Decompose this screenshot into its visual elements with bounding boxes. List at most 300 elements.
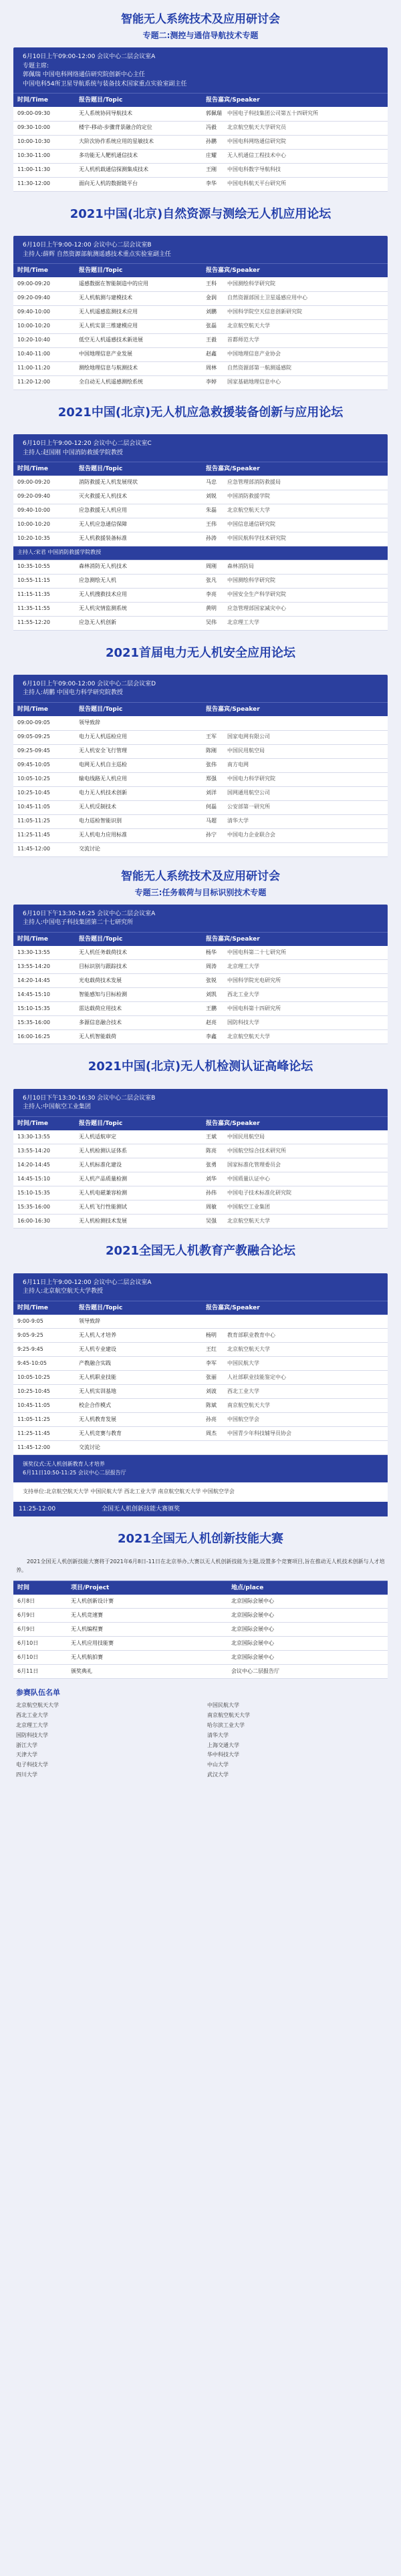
- row-time: 10:00-10:20: [13, 319, 75, 333]
- table-row: [13, 1030, 388, 1044]
- row-speaker: 赵鑫 中国地理信息产业协会: [202, 347, 388, 361]
- table-row: [13, 347, 388, 361]
- row-speaker: 周刚 森林消防局: [202, 560, 388, 574]
- list-item: 中国民航大学: [207, 1702, 239, 1709]
- row-speaker: 刘洋 国网通用航空公司: [202, 786, 388, 800]
- row-speaker: 张凡 中国测绘科学研究院: [202, 574, 388, 588]
- row-time: 11:45-12:00: [13, 842, 75, 856]
- row-speaker: 马超 清华大学: [202, 814, 388, 828]
- row-speaker: 张丽 人社部职业技能鉴定中心: [202, 1371, 388, 1385]
- row-time: 13:30-13:55: [13, 946, 75, 960]
- table-row: [13, 960, 388, 974]
- row-speaker: 黄明 应急管理部国家减灾中心: [202, 602, 388, 616]
- row-time: 11:00-11:30: [13, 163, 75, 177]
- row-time: 9:05-9:25: [13, 1329, 75, 1343]
- row-time: 14:20-14:45: [13, 1158, 75, 1172]
- row-speaker: 王军 国家电网有限公司: [202, 730, 388, 744]
- row-time: 11:30-12:00: [13, 177, 75, 191]
- table-row: [13, 1665, 388, 1679]
- row-speaker: 何磊 公安部第一研究所: [202, 800, 388, 814]
- row-topic: 测绘地理信息与航测技术: [75, 361, 202, 375]
- section-4-table: 时间/Time 报告题目/Topic 报告嘉宾/Speaker 09:00-09:05 领导致辞 09:05-09:25 电力无人机巡检应用 王军 国家电网有限公司 09:25-09:45 无人机安全飞行管理 陈刚 中国民用航空局 09:45-10:05 电网无人机自主巡检 张伟 南方电网 10:05-10:25 输电线路无人机应用 郑强 中国电力科学研究院 10:25-10:45 电力无人机技术创新 刘洋 国网通用航空公司 10:45-11:05 无人机反制技术 何磊 公安部第一研究所 11:05-11:25 电力巡检智能识别 马超 清华大学 11:25-11:45 无人机电力应用标准 孙宁 中国电力企业联合会 11:45-12:00 交流讨论: [13, 702, 388, 857]
- row-topic: 无人机专业建设: [75, 1343, 202, 1357]
- row-speaker: 陈刚 中国民用航空局: [202, 744, 388, 758]
- row-speaker: 刘华 中国质量认证中心: [202, 1172, 388, 1186]
- row-topic: 电网无人机自主巡检: [75, 758, 202, 772]
- row-speaker: 周杰 中国青少年科技辅导员协会: [202, 1427, 388, 1441]
- table-row: [13, 490, 388, 504]
- row-topic: 无人机检测技术发展: [75, 1215, 202, 1229]
- row-topic: 应急无人机创新: [75, 616, 202, 630]
- moderator-row: 主持人:宋君 中国消防救援学院教授: [13, 546, 388, 560]
- participants-list: [13, 1698, 388, 1782]
- row-date: 6月10日: [13, 1651, 67, 1665]
- row-time: 14:45-15:10: [13, 1172, 75, 1186]
- row-topic: 无人机救援装备标准: [75, 532, 202, 546]
- row-topic: 无人机职业技能: [75, 1371, 202, 1385]
- row-time: 09:45-10:05: [13, 758, 75, 772]
- row-speaker: [202, 842, 388, 856]
- section-7-note: 颁奖仪式:无人机创新教育人才培养 6月11日10:50-11:25 会议中心二层报告厅: [13, 1455, 388, 1482]
- row-speaker: 李鑫 北京航空航天大学: [202, 1030, 388, 1044]
- row-time: 15:35-16:00: [13, 1200, 75, 1215]
- row-speaker: 王斌 中国民用航空局: [202, 1130, 388, 1144]
- section-4-card: 6月10日上午09:00-12:00 会议中心二层会议室D 主持人:胡鹏 中国电力科学研究院教授 时间/Time 报告题目/Topic 报告嘉宾/Speaker 09:00-09:05 领导致辞 09:05-09:25 电力无人机巡检应用 王军 国家电网有限公司 09:25-09:45 无人机安全飞行管理 陈刚 中国民用航空局 09:45-10:05 电网无人机自主巡检 张伟 南方电网 10:05-10:25 输电线路无人机应用 郑强 中国电力科学研究院 10:25-10:45 电力无人机技术创新 刘洋 国网通用航空公司 10:45-11:05 无人机反制技术 何磊 公安部第一研究所 11:05-11:25 电力巡检智能识别 马超 清华大学 11:25-11:45 无人机电力应用标准 孙宁 中国电力企业联合会 11:45-12:00 交流讨论: [13, 675, 388, 857]
- row-time: 9:25-9:45: [13, 1343, 75, 1357]
- row-topic: 无人机产品质量检测: [75, 1172, 202, 1186]
- row-topic: 无人机实训基地: [75, 1385, 202, 1399]
- table-row: [13, 988, 388, 1002]
- row-speaker: 朱磊 北京航空航天大学: [202, 504, 388, 518]
- row-speaker: 孙宁 中国电力企业联合会: [202, 828, 388, 842]
- row-topic: 目标识别与跟踪技术: [75, 960, 202, 974]
- row-speaker: 孙伟 中国电子技术标准化研究院: [202, 1186, 388, 1200]
- section-1: [13, 0, 388, 192]
- row-topic: 雷达载荷应用技术: [75, 1002, 202, 1016]
- row-topic: 无人机竞赛与教育: [75, 1427, 202, 1441]
- row-time: 10:55-11:15: [13, 574, 75, 588]
- row-time: 09:00-09:20: [13, 476, 75, 490]
- list-item: 中山大学: [207, 1762, 229, 1768]
- table-row: [13, 532, 388, 546]
- row-speaker: 张磊 北京航空航天大学: [202, 319, 388, 333]
- row-speaker: 周涛 北京理工大学: [202, 960, 388, 974]
- row-time: 14:20-14:45: [13, 974, 75, 988]
- row-time: 15:10-15:35: [13, 1002, 75, 1016]
- row-topic: 无人机飞行性能测试: [75, 1200, 202, 1215]
- row-time: 10:45-11:05: [13, 1399, 75, 1413]
- section-5-card: 6月10日下午13:30-16:25 会议中心二层会议室A 主持人:中国电子科技集团第二十七研究所 时间/Time 报告题目/Topic 报告嘉宾/Speaker 13:30-13:55 无人机任务载荷技术 杨华 中国电科第二十七研究所 13:55-14:20 目标识别与跟踪技术 周涛 北京理工大学 14:20-14:45 光电载荷技术发展 张锐 中国科学院光电研究所 14:45-15:10 智能感知与目标检测 刘凯 西北工业大学 15:10-15:35 雷达载荷应用技术 王鹏 中国电科第十四研究所 15:35-16:00 多源信息融合技术 赵亮 国防科技大学 16:00-16:25 无人机智能载荷 李鑫 北京航空航天大学: [13, 905, 388, 1045]
- row-time: 10:00-10:30: [13, 135, 75, 149]
- row-time: 09:00-09:20: [13, 277, 75, 291]
- table-row: [13, 291, 388, 305]
- row-speaker: 冯毅 北京航空航天大学研究员: [202, 121, 388, 135]
- row-place: 北京国际会展中心: [227, 1651, 388, 1665]
- section-2: [13, 192, 388, 390]
- table-row: [13, 772, 388, 786]
- table-row: [13, 1427, 388, 1441]
- row-topic: 无人机智能载荷: [75, 1030, 202, 1044]
- row-speaker: 赵亮 国防科技大学: [202, 1016, 388, 1030]
- row-speaker: 刘波 西北工业大学: [202, 1385, 388, 1399]
- table-row: [13, 333, 388, 347]
- section-4-title: 2021首届电力无人机安全应用论坛: [105, 645, 296, 660]
- list-item: 电子科技大学: [16, 1762, 48, 1768]
- row-project: 无人机编程赛: [67, 1623, 227, 1637]
- section-7: [13, 1229, 388, 1516]
- table-row: [13, 305, 388, 319]
- table-row: [13, 1637, 388, 1651]
- row-time: 16:00-16:25: [13, 1030, 75, 1044]
- section-4: [13, 631, 388, 857]
- list-item: 武汉大学: [207, 1771, 229, 1778]
- row-speaker: [202, 1441, 388, 1455]
- table-row: [13, 1002, 388, 1016]
- row-speaker: 李婷 国家基础地理信息中心: [202, 375, 388, 389]
- row-time: 13:55-14:20: [13, 1144, 75, 1158]
- row-topic: 低空无人机遥感技术新进展: [75, 333, 202, 347]
- row-time: 09:00-09:30: [13, 107, 75, 121]
- row-speaker: 周林 自然资源部第一航测遥感院: [202, 361, 388, 375]
- row-place: 北京国际会展中心: [227, 1637, 388, 1651]
- row-project: 无人机创新设计赛: [67, 1595, 227, 1609]
- table-row: [13, 602, 388, 616]
- list-item: 清华大学: [207, 1732, 229, 1738]
- row-time: 10:30-11:00: [13, 149, 75, 163]
- row-speaker: 李军 中国民航大学: [202, 1357, 388, 1371]
- row-time: 10:05-10:25: [13, 1371, 75, 1385]
- section-7-title: 2021全国无人机教育产教融合论坛: [105, 1244, 296, 1259]
- table-row: [13, 1315, 388, 1329]
- row-topic: 多源信息融合技术: [75, 1016, 202, 1030]
- row-speaker: 孙亮 中国航空学会: [202, 1413, 388, 1427]
- row-time: 09:05-09:25: [13, 730, 75, 744]
- row-time: 09:20-09:40: [13, 490, 75, 504]
- row-speaker: 张锐 中国科学院光电研究所: [202, 974, 388, 988]
- section-1-info: 6月10日上午09:00-12:00 会议中心二层会议室A 专题主席: 郭佩瑞 中国电科网络通信研究院创新中心主任 中国电科54所卫星导航系统与装备技术国家重点实验室副主任: [23, 53, 187, 88]
- row-date: 6月10日: [13, 1637, 67, 1651]
- row-topic: 无人机任务载荷技术: [75, 946, 202, 960]
- table-row: [13, 560, 388, 574]
- section-6-title: 2021中国(北京)无人机检测认证高峰论坛: [88, 1060, 313, 1074]
- section-3-table: 时间/Time 报告题目/Topic 报告嘉宾/Speaker 09:00-09:20 消防救援无人机发展现状 马忠 应急管理部消防救援局 09:20-09:40 灭火救援无人机技术 刘锐 中国消防救援学院 09:40-10:00 应急救援无人机应用 朱磊 北京航空航天大学 10:00-10:20 无人机应急通信保障 王伟 中国信息通信研究院 10:20-10:35 无人机救援装备标准 孙涛 中国民航科学技术研究院 主持人:宋君 中国消防救援学院教授 10:35-10:55 森林消防无人机技术 周刚 森林消防局 10:55-11:15 应急测绘无人机 张凡 中国测绘科学研究院 11:15-11:35 无人机搜救技术应用 李亮 中国安全生产科学研究院 11:35-11:55 无人机灾情监测系统 黄明 应急管理部国家减灾中心 11:55-12:20 应急无人机创新 吴伟 北京理工大学: [13, 462, 388, 631]
- row-topic: 无人机应急通信保障: [75, 518, 202, 532]
- row-time: 11:35-11:55: [13, 602, 75, 616]
- row-topic: 光电载荷技术发展: [75, 974, 202, 988]
- row-topic: 多功能无人靶机通信技术: [75, 149, 202, 163]
- row-time: 11:00-11:20: [13, 361, 75, 375]
- table-row: [13, 1609, 388, 1623]
- row-speaker: [202, 1315, 388, 1329]
- row-speaker: [202, 716, 388, 730]
- row-place: 北京国际会展中心: [227, 1595, 388, 1609]
- list-item: 华中科技大学: [207, 1752, 239, 1758]
- row-date: 6月9日: [13, 1609, 67, 1623]
- row-topic: 大阶次协作系统应用的星敏技术: [75, 135, 202, 149]
- row-topic: 无人机适航审定: [75, 1130, 202, 1144]
- row-speaker: 吴伟 北京理工大学: [202, 616, 388, 630]
- row-project: 无人机竞速赛: [67, 1609, 227, 1623]
- table-row: [13, 800, 388, 814]
- row-topic: 消防救援无人机发展现状: [75, 476, 202, 490]
- table-row: [13, 1343, 388, 1357]
- row-topic: 校企合作模式: [75, 1399, 202, 1413]
- section-8-intro: 2021全国无人机创新技能大赛将于2021年6月8日-11日在北京举办,大赛以无人机创新技能为主题,设置多个竞赛项目,旨在推动无人机技术创新与人才培养。: [16, 1559, 385, 1574]
- table-row: [13, 730, 388, 744]
- table-row: [13, 1385, 388, 1399]
- table-row: [13, 744, 388, 758]
- table-row: [13, 716, 388, 730]
- row-date: 6月11日: [13, 1665, 67, 1679]
- row-speaker: 王毅 首都师范大学: [202, 333, 388, 347]
- row-time: 09:40-10:00: [13, 504, 75, 518]
- row-project: 无人机应用技能赛: [67, 1637, 227, 1651]
- row-speaker: 李华 中国电科航天平台研究所: [202, 177, 388, 191]
- table-row: [13, 616, 388, 630]
- row-time: 10:40-11:00: [13, 347, 75, 361]
- table-row: [13, 135, 388, 149]
- table-row: [13, 1215, 388, 1229]
- row-topic: 无人机灾情监测系统: [75, 602, 202, 616]
- table-row: [13, 121, 388, 135]
- section-8: [13, 1516, 388, 1783]
- table-row: [13, 828, 388, 842]
- list-item: 四川大学: [16, 1771, 37, 1778]
- table-row: [13, 361, 388, 375]
- row-speaker: 陈亮 中国航空综合技术研究所: [202, 1144, 388, 1158]
- row-time: 11:55-12:20: [13, 616, 75, 630]
- row-speaker: 王刚 中国电科数字导航科技: [202, 163, 388, 177]
- row-topic: 领导致辞: [75, 1315, 202, 1329]
- section-5-table: 时间/Time 报告题目/Topic 报告嘉宾/Speaker 13:30-13:55 无人机任务载荷技术 杨华 中国电科第二十七研究所 13:55-14:20 目标识别与跟踪技术 周涛 北京理工大学 14:20-14:45 光电载荷技术发展 张锐 中国科学院光电研究所 14:45-15:10 智能感知与目标检测 刘凯 西北工业大学 15:10-15:35 雷达载荷应用技术 王鹏 中国电科第十四研究所 15:35-16:00 多源信息融合技术 赵亮 国防科技大学 16:00-16:25 无人机智能载荷 李鑫 北京航空航天大学: [13, 932, 388, 1045]
- section-6-table: 时间/Time 报告题目/Topic 报告嘉宾/Speaker 13:30-13:55 无人机适航审定 王斌 中国民用航空局 13:55-14:20 无人机检测认证体系 陈亮 中国航空综合技术研究所 14:20-14:45 无人机标准化建设 张勇 国家标准化管理委员会 14:45-15:10 无人机产品质量检测 刘华 中国质量认证中心 15:10-15:35 无人机电磁兼容检测 孙伟 中国电子技术标准化研究院 15:35-16:00 无人机飞行性能测试 周敏 中国航空工业集团 16:00-16:30 无人机检测技术发展 吴强 北京航空航天大学: [13, 1116, 388, 1229]
- row-date: 6月9日: [13, 1623, 67, 1637]
- list-item: 哈尔滨工业大学: [207, 1722, 245, 1728]
- row-topic: 无人机机载通信探测集成技术: [75, 163, 202, 177]
- table-row: [13, 1399, 388, 1413]
- row-topic: 应急救援无人机应用: [75, 504, 202, 518]
- row-time: 10:45-11:05: [13, 800, 75, 814]
- row-topic: 无人机电力应用标准: [75, 828, 202, 842]
- row-time: 11:45-12:00: [13, 1441, 75, 1455]
- row-time: 11:25-11:45: [13, 828, 75, 842]
- row-topic: 产教融合实践: [75, 1357, 202, 1371]
- table-row: [13, 574, 388, 588]
- row-speaker: 张伟 南方电网: [202, 758, 388, 772]
- section-3-card: 6月10日上午9:00-12:20 会议中心二层会议室C 主持人:赵国刚 中国消防救援学院教授 时间/Time 报告题目/Topic 报告嘉宾/Speaker 09:00-09:20 消防救援无人机发展现状 马忠 应急管理部消防救援局 09:20-09:40 灭火救援无人机技术 刘锐 中国消防救援学院 09:40-10:00 应急救援无人机应用 朱磊 北京航空航天大学 10:00-10:20 无人机应急通信保障 王伟 中国信息通信研究院 10:20-10:35 无人机救援装备标准 孙涛 中国民航科学技术研究院 主持人:宋君 中国消防救援学院教授 10:35-10:55 森林消防无人机技术 周刚 森林消防局 10:55-11:15 应急测绘无人机 张凡 中国测绘科学研究院 11:15-11:35 无人机搜救技术应用 李亮 中国安全生产科学研究院 11:35-11:55 无人机灾情监测系统 黄明 应急管理部国家减灾中心 11:55-12:20 应急无人机创新 吴伟 北京理工大学: [13, 434, 388, 631]
- table-row: [13, 163, 388, 177]
- row-topic: 无人机电磁兼容检测: [75, 1186, 202, 1200]
- row-time: 11:15-11:35: [13, 588, 75, 602]
- table-row: [13, 504, 388, 518]
- row-topic: 无人机遥感监测技术应用: [75, 305, 202, 319]
- list-item: 上海交通大学: [207, 1742, 239, 1748]
- section-5-title: 智能无人系统技术及应用研讨会: [121, 869, 280, 883]
- section-3: [13, 390, 388, 631]
- table-row: [13, 177, 388, 191]
- table-row: [13, 149, 388, 163]
- row-time: 13:55-14:20: [13, 960, 75, 974]
- table-row: [13, 1651, 388, 1665]
- section-1-subtitle: 专题二:测控与通信导航技术专题: [142, 30, 259, 40]
- row-speaker: 陈斌 南京航空航天大学: [202, 1399, 388, 1413]
- row-topic: 无人机检测认证体系: [75, 1144, 202, 1158]
- row-speaker: 王红 北京航空航天大学: [202, 1343, 388, 1357]
- section-5: [13, 857, 388, 1045]
- row-speaker: 王伟 中国信息通信研究院: [202, 518, 388, 532]
- row-topic: 中国地理信息产业发展: [75, 347, 202, 361]
- row-topic: 电力无人机巡检应用: [75, 730, 202, 744]
- table-row: [13, 946, 388, 960]
- section-8-table: 时间 项目/Project 地点/place 6月8日 无人机创新设计赛 北京国际会展中心 6月9日 无人机竞速赛 北京国际会展中心 6月9日 无人机编程赛 北京国际会展中心 6月10日 无人机应用技能赛 北京国际会展中心 6月10日 无人机航拍赛 北京国际会展中心 6月11日 颁奖典礼 会议中心二层报告厅: [13, 1581, 388, 1679]
- table-row: [13, 1623, 388, 1637]
- table-row: [13, 974, 388, 988]
- row-time: 10:35-10:55: [13, 560, 75, 574]
- row-time: 11:25-11:45: [13, 1427, 75, 1441]
- list-item: 北京理工大学: [16, 1722, 48, 1728]
- table-row: [13, 1413, 388, 1427]
- row-topic: 森林消防无人机技术: [75, 560, 202, 574]
- table-row: [13, 814, 388, 828]
- table-row: [13, 1130, 388, 1144]
- section-6-card: 6月10日下午13:30-16:30 会议中心二层会议室B 主持人:中国航空工业集团 时间/Time 报告题目/Topic 报告嘉宾/Speaker 13:30-13:55 无人机适航审定 王斌 中国民用航空局 13:55-14:20 无人机检测认证体系 陈亮 中国航空综合技术研究所 14:20-14:45 无人机标准化建设 张勇 国家标准化管理委员会 14:45-15:10 无人机产品质量检测 刘华 中国质量认证中心 15:10-15:35 无人机电磁兼容检测 孙伟 中国电子技术标准化研究院 15:35-16:00 无人机飞行性能测试 周敏 中国航空工业集团 16:00-16:30 无人机检测技术发展 吴强 北京航空航天大学: [13, 1089, 388, 1229]
- table-row: [13, 518, 388, 532]
- list-item: 天津大学: [16, 1752, 37, 1758]
- row-topic: 智能感知与目标检测: [75, 988, 202, 1002]
- table-row: [13, 1172, 388, 1186]
- table-row: [13, 1016, 388, 1030]
- row-topic: 交流讨论: [75, 842, 202, 856]
- table-row: [13, 1329, 388, 1343]
- row-speaker: 庄耀 无人机通信工程技术中心: [202, 149, 388, 163]
- row-topic: 领导致辞: [75, 716, 202, 730]
- row-place: 北京国际会展中心: [227, 1609, 388, 1623]
- table-row: [13, 375, 388, 389]
- row-time: 10:00-10:20: [13, 518, 75, 532]
- row-speaker: 刘锐 中国消防救援学院: [202, 490, 388, 504]
- row-topic: 无人机搜救技术应用: [75, 588, 202, 602]
- section-2-table: 时间/Time 报告题目/Topic 报告嘉宾/Speaker 09:00-09:20 遥感数据在智能制造中的应用 王科 中国测绘科学研究院 09:20-09:40 无人机航测与建模技术 金润 自然资源部国土卫星遥感应用中心 09:40-10:00 无人机遥感监测技术应用 刘鹏 中国科学院空天信息创新研究院 10:00-10:20 无人机实景三维建模应用 张磊 北京航空航天大学 10:20-10:40 低空无人机遥感技术新进展 王毅 首都师范大学 10:40-11:00 中国地理信息产业发展 赵鑫 中国地理信息产业协会 11:00-11:20 测绘地理信息与航测技术 周林 自然资源部第一航测遥感院 11:20-12:00 全自动无人机遥感测绘系统 李婷 国家基础地理信息中心: [13, 263, 388, 390]
- table-row: [13, 1158, 388, 1172]
- row-speaker: 金润 自然资源部国土卫星遥感应用中心: [202, 291, 388, 305]
- table-row: [13, 786, 388, 800]
- row-time: 14:45-15:10: [13, 988, 75, 1002]
- row-time: 15:10-15:35: [13, 1186, 75, 1200]
- row-speaker: 周敏 中国航空工业集团: [202, 1200, 388, 1215]
- table-row: [13, 588, 388, 602]
- row-topic: 无人机安全飞行管理: [75, 744, 202, 758]
- table-row: [13, 107, 388, 121]
- row-topic: 无人机教育发展: [75, 1413, 202, 1427]
- table-row: [13, 1200, 388, 1215]
- list-item: 国防科技大学: [16, 1732, 48, 1738]
- row-topic: 楼宇-移动-步骤背景融合的定位: [75, 121, 202, 135]
- table-row: [13, 1144, 388, 1158]
- section-7-card: 6月11日上午9:00-12:00 会议中心二层会议室A 主持人:北京航空航天大学教授 时间/Time 报告题目/Topic 报告嘉宾/Speaker 9:00-9:05 领导致辞 9:05-9:25 无人机人才培养 杨明 教育部职业教育中心 9:25-9:45 无人机专业建设 王红 北京航空航天大学 9:45-10:05 产教融合实践 李军 中国民航大学 10:05-10:25 无人机职业技能 张丽 人社部职业技能鉴定中心 10:25-10:45 无人机实训基地 刘波 西北工业大学 10:45-11:05 校企合作模式 陈斌 南京航空航天大学 11:05-11:25 无人机教育发展 孙亮 中国航空学会 11:25-11:45 无人机竞赛与教育 周杰 中国青少年科技辅导员协会 11:45-12:00 交流讨论 颁奖仪式:无人机创新教育人才培养 6月11日10:50-11:25 会议中心二层报告厅 支持单位:北京航空航天大学 中国民航大学 西北工业大学 南京航空航天大学 中国航空学会 11:25-12:00 全国无人机创新技能大赛颁奖: [13, 1273, 388, 1516]
- row-speaker: 孙涛 中国民航科学技术研究院: [202, 532, 388, 546]
- row-topic: 电力无人机技术创新: [75, 786, 202, 800]
- section-2-title: 2021中国(北京)自然资源与测绘无人机应用论坛: [70, 206, 331, 221]
- row-topic: 交流讨论: [75, 1441, 202, 1455]
- table-row: [13, 758, 388, 772]
- row-time: 9:45-10:05: [13, 1357, 75, 1371]
- row-topic: 全自动无人机遥感测绘系统: [75, 375, 202, 389]
- row-time: 09:20-09:40: [13, 291, 75, 305]
- row-time: 10:05-10:25: [13, 772, 75, 786]
- section-7-sponsors: 支持单位:北京航空航天大学 中国民航大学 西北工业大学 南京航空航天大学 中国航空学会: [13, 1482, 388, 1502]
- section-1-card: [13, 47, 388, 192]
- row-topic: 灭火救援无人机技术: [75, 490, 202, 504]
- row-speaker: 刘凯 西北工业大学: [202, 988, 388, 1002]
- section-7-table: 时间/Time 报告题目/Topic 报告嘉宾/Speaker 9:00-9:05 领导致辞 9:05-9:25 无人机人才培养 杨明 教育部职业教育中心 9:25-9:45 无人机专业建设 王红 北京航空航天大学 9:45-10:05 产教融合实践 李军 中国民航大学 10:05-10:25 无人机职业技能 张丽 人社部职业技能鉴定中心 10:25-10:45 无人机实训基地 刘波 西北工业大学 10:45-11:05 校企合作模式 陈斌 南京航空航天大学 11:05-11:25 无人机教育发展 孙亮 中国航空学会 11:25-11:45 无人机竞赛与教育 周杰 中国青少年科技辅导员协会 11:45-12:00 交流讨论: [13, 1301, 388, 1456]
- row-topic: 无人系统协同导航技术: [75, 107, 202, 121]
- row-time: 13:30-13:55: [13, 1130, 75, 1144]
- row-topic: 无人机航测与建模技术: [75, 291, 202, 305]
- row-speaker: 孙鹏 中国电科网络通信研究院: [202, 135, 388, 149]
- row-speaker: 杨明 教育部职业教育中心: [202, 1329, 388, 1343]
- section-8-title: 2021全国无人机创新技能大赛: [117, 1531, 284, 1546]
- table-row: [13, 476, 388, 490]
- list-item: 西北工业大学: [16, 1712, 48, 1719]
- row-speaker: 李亮 中国安全生产科学研究院: [202, 588, 388, 602]
- row-date: 6月8日: [13, 1595, 67, 1609]
- row-time: 11:05-11:25: [13, 814, 75, 828]
- row-time: 09:30-10:00: [13, 121, 75, 135]
- section-5-subtitle: 专题三:任务载荷与目标识别技术专题: [134, 887, 267, 897]
- row-topic: 无人机反制技术: [75, 800, 202, 814]
- section-7-banner: 11:25-12:00 全国无人机创新技能大赛颁奖: [13, 1502, 388, 1516]
- row-place: 会议中心二层报告厅: [227, 1665, 388, 1679]
- row-time: 09:00-09:05: [13, 716, 75, 730]
- row-topic: 遥感数据在智能制造中的应用: [75, 277, 202, 291]
- row-speaker: 张勇 国家标准化管理委员会: [202, 1158, 388, 1172]
- table-row: [13, 1441, 388, 1455]
- row-speaker: 王鹏 中国电科第十四研究所: [202, 1002, 388, 1016]
- section-1-title: 智能无人系统技术及应用研讨会: [121, 13, 280, 26]
- row-time: 10:20-10:40: [13, 333, 75, 347]
- table-row: [13, 1595, 388, 1609]
- table-row: [13, 842, 388, 856]
- participants-title: 参赛队伍名单: [16, 1688, 60, 1698]
- row-topic: 输电线路无人机应用: [75, 772, 202, 786]
- table-row: [13, 277, 388, 291]
- list-item: 浙江大学: [16, 1742, 37, 1748]
- section-2-card: 6月10日上午9:00-12:00 会议中心二层会议室B 主持人:薛辉 自然资源部航测遥感技术重点实验室副主任 时间/Time 报告题目/Topic 报告嘉宾/Speaker 09:00-09:20 遥感数据在智能制造中的应用 王科 中国测绘科学研究院 09:20-09:40 无人机航测与建模技术 金润 自然资源部国土卫星遥感应用中心 09:40-10:00 无人机遥感监测技术应用 刘鹏 中国科学院空天信息创新研究院 10:00-10:20 无人机实景三维建模应用 张磊 北京航空航天大学 10:20-10:40 低空无人机遥感技术新进展 王毅 首都师范大学 10:40-11:00 中国地理信息产业发展 赵鑫 中国地理信息产业协会 11:00-11:20 测绘地理信息与航测技术 周林 自然资源部第一航测遥感院 11:20-12:00 全自动无人机遥感测绘系统 李婷 国家基础地理信息中心: [13, 236, 388, 390]
- table-row: [13, 319, 388, 333]
- table-row: [13, 1371, 388, 1385]
- row-time: 16:00-16:30: [13, 1215, 75, 1229]
- section-6: [13, 1044, 388, 1229]
- row-project: 无人机航拍赛: [67, 1651, 227, 1665]
- section-3-title: 2021中国(北京)无人机应急救援装备创新与应用论坛: [57, 405, 344, 420]
- row-speaker: 吴强 北京航空航天大学: [202, 1215, 388, 1229]
- row-speaker: 杨华 中国电科第二十七研究所: [202, 946, 388, 960]
- row-topic: 无人机标准化建设: [75, 1158, 202, 1172]
- row-place: 北京国际会展中心: [227, 1623, 388, 1637]
- row-time: 10:25-10:45: [13, 786, 75, 800]
- row-time: 9:00-9:05: [13, 1315, 75, 1329]
- row-time: 15:35-16:00: [13, 1016, 75, 1030]
- table-row: [13, 1357, 388, 1371]
- table-row: [13, 1186, 388, 1200]
- row-time: 11:05-11:25: [13, 1413, 75, 1427]
- row-topic: 面向无人机的数据链平台: [75, 177, 202, 191]
- row-speaker: 郭佩瑞 中国电子科技集团公司第五十四研究所: [202, 107, 388, 121]
- row-topic: 无人机人才培养: [75, 1329, 202, 1343]
- row-speaker: 郑强 中国电力科学研究院: [202, 772, 388, 786]
- row-topic: 应急测绘无人机: [75, 574, 202, 588]
- section-1-table: 时间/Time 报告题目/Topic 报告嘉宾/Speaker 09:00-09:30 无人系统协同导航技术 郭佩瑞 中国电子科技集团公司第五十四研究所 09:30-10:00 楼宇-移动-步骤背景融合的定位 冯毅 北京航空航天大学研究员 10:00-10:30 大阶次协作系统应用的星敏技术 孙鹏 中国电科网络通信研究院 10:30-11:00 多功能无人靶机通信技术 庄耀 无人机通信工程技术中心 11:00-11:30 无人机机载通信探测集成技术 王刚 中国电科数字导航科技 11:30-12:00 面向无人机的数据链平台 李华 中国电科航天平台研究所: [13, 93, 388, 192]
